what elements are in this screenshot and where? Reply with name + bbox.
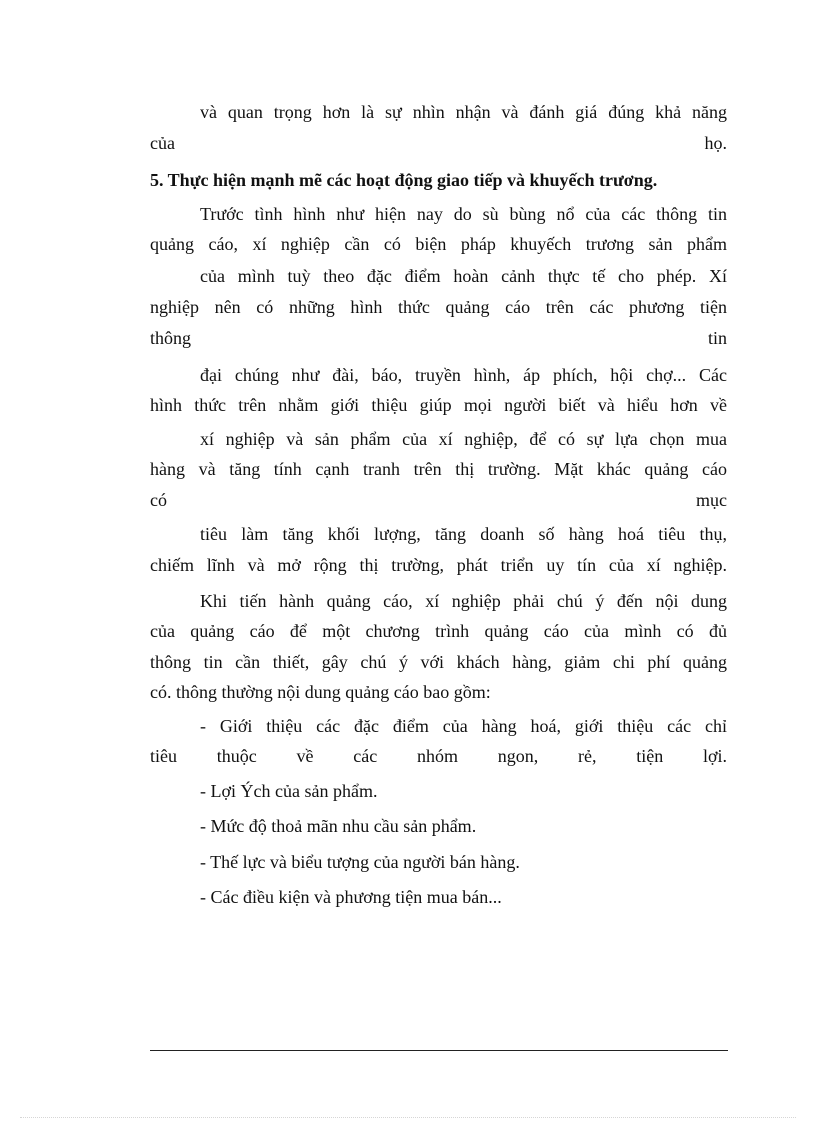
text-line: có mục [150,490,727,510]
list-item: - Lợi Ých của sản phẩm. [200,781,378,801]
text-line: của quảng cáo để một chương trình quảng cáo của mình có đủ [150,621,727,641]
list-item: - Thế lực và biểu tượng của người bán hàng. [200,852,520,872]
text-line: thông tin cần thiết, gây chú ý với khách hàng, giảm chi phí quảng [150,652,727,672]
text-line: quảng cáo, xí nghiệp cần có biện pháp khuyếch trương sản phẩm [150,234,727,254]
text-line: của mình tuỳ theo đặc điểm hoàn cảnh thực tế cho phép. Xí [200,266,727,286]
text-line: xí nghiệp và sản phẩm của xí nghiệp, để có sự lựa chọn mua [200,429,727,449]
text-line: Trước tình hình như hiện nay do sù bùng nổ của các thông tin [200,204,727,224]
footer-rule [150,1050,728,1051]
list-item: - Mức độ thoả mãn nhu cầu sản phẩm. [200,816,477,836]
section-heading: 5. Thực hiện mạnh mẽ các hoạt động giao tiếp và khuyếch trương. [150,170,658,190]
text-line: và quan trọng hơn là sự nhìn nhận và đánh giá đúng khả năng [200,102,727,122]
text-line: đại chúng như đài, báo, truyền hình, áp phích, hội chợ... Các [200,365,727,385]
list-item: - Giới thiệu các đặc điểm của hàng hoá, giới thiệu các chỉ [200,716,727,736]
text-line: chiếm lĩnh và mở rộng thị trường, phát triển uy tín của xí nghiệp. [150,555,727,575]
text-line: nghiệp nên có những hình thức quảng cáo trên các phương tiện [150,297,727,317]
text-line: hàng và tăng tính cạnh tranh trên thị trường. Mặt khác quảng cáo [150,459,727,479]
text-line: Khi tiến hành quảng cáo, xí nghiệp phải chú ý đến nội dung [200,591,727,611]
list-item: - Các điều kiện và phương tiện mua bán... [200,887,502,907]
text-line: thông tin [150,328,727,348]
text-line: tiêu làm tăng khối lượng, tăng doanh số hàng hoá tiêu thụ, [200,524,727,544]
text-line: có. thông thường nội dung quảng cáo bao gồm: [150,682,491,702]
list-item-continuation: tiêu thuộc về các nhóm ngon, rẻ, tiện lợi. [150,746,727,766]
text-line: hình thức trên nhằm giới thiệu giúp mọi người biết và hiểu hơn về [150,395,727,415]
page-edge-dotted-line [20,1117,796,1118]
text-line: của họ. [150,133,727,153]
